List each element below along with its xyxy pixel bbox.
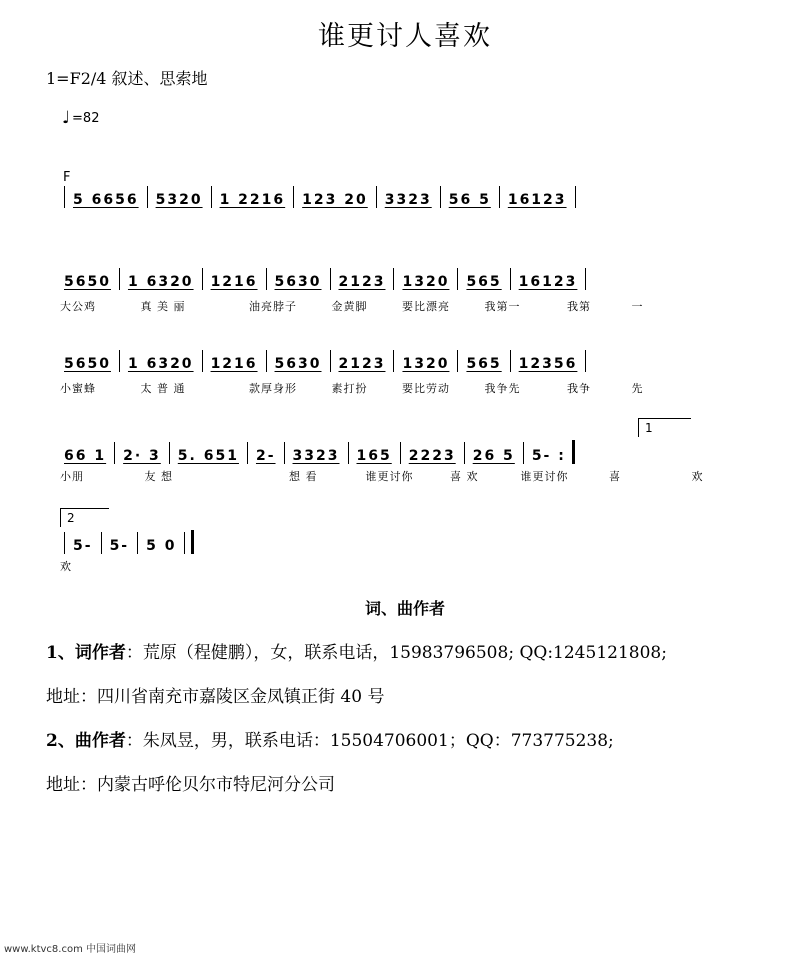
measure: 3323 [292,448,340,464]
volta-bracket-1: 1 [638,418,691,437]
measure: 3323 [384,192,432,208]
lyricist-text: ：荒原（程健鹏），女，联系电话，15983796508; QQ:1245121808; [125,643,667,663]
score-row-4 [60,440,575,464]
barline [585,350,586,372]
lyric: 友 想 [144,470,173,483]
lyricist-line [46,638,667,663]
barline [119,350,120,372]
measure: 5320 [155,192,203,208]
barline [266,350,267,372]
lyric: 我争先 [484,382,521,395]
lyric: 款厚身形 [249,382,297,395]
lyric: 大公鸡 [60,300,96,313]
lyric: 小朋 [60,470,84,483]
song-title: 谁更讨人喜欢 [318,21,492,52]
lyric: 真 美 丽 [140,300,186,313]
barline [247,442,248,464]
measure: 565 [466,274,502,290]
measure: 16123 [507,192,567,208]
volta-bracket-2: 2 [60,508,109,527]
barline [137,532,138,554]
barline [330,268,331,290]
barline [184,532,185,554]
measure: 1 6320 [127,274,194,290]
measure: 26 5 [472,448,515,464]
repeat-barline [572,440,575,464]
measure: 56 5 [448,192,491,208]
measure: 1320 [402,274,450,290]
lyric: 喜 欢 [450,470,479,483]
barline [64,186,65,208]
measure: 66 1 [64,448,107,464]
lyric: 欢 [60,560,72,573]
barline [293,186,294,208]
lyrics-row-5 [60,558,72,574]
lyric: 谁更讨你 [520,470,569,483]
lyric: 一 [631,300,644,313]
barline [510,350,511,372]
barline [376,186,377,208]
lyric: 油亮脖子 [249,300,297,313]
barline [284,442,285,464]
measure: 5- : [531,448,566,464]
lyric: 谁更讨你 [365,470,414,483]
measure: 5630 [274,356,322,372]
lyricist-label: 1、词作者 [46,643,126,663]
measure: 16123 [518,274,578,290]
measure: 1 6320 [127,356,194,372]
barline [440,186,441,208]
measure: 5- [73,538,93,554]
site-footer: www.ktvc8.com 中国词曲网 [4,944,137,955]
measure: 165 [356,448,392,464]
barline [400,442,401,464]
quarter-note-icon: ♩ [62,108,71,128]
measure: 1216 [210,356,258,372]
measure: 5650 [64,356,111,372]
measure: 1 2216 [219,192,286,208]
barline [119,268,120,290]
barline [169,442,170,464]
measure: 2123 [338,356,386,372]
lyric: 先 [631,382,644,395]
measure: 5 0 [146,538,177,554]
lyric: 喜 [609,470,621,483]
lyric: 要比漂亮 [402,300,450,313]
barline [266,268,267,290]
measure: 2- [255,448,276,464]
lyric: 欢 [691,470,704,483]
lyric: 想 看 [289,470,318,483]
lyric: 要比劳动 [402,382,450,395]
tempo-marking [62,110,99,127]
barline [393,268,394,290]
barline [101,532,102,554]
score-row-1 [60,186,580,208]
section-title: 词、曲作者 [364,599,445,618]
barline [211,186,212,208]
lyrics-row-3 [60,380,644,396]
composer-address: 地址：内蒙古呼伦贝尔市特尼河分公司 [46,775,335,795]
barline [575,186,576,208]
barline [499,186,500,208]
lyric: 我第一 [484,300,521,313]
measure: 5630 [274,274,322,290]
composer-text: ：朱凤昱，男，联系电话：15504706001；QQ：773775238; [125,731,614,751]
measure: 2· 3 [123,448,161,464]
measure: 123 20 [302,192,368,208]
score-row-3 [60,350,590,372]
chord-symbol: F [63,170,71,185]
barline [330,350,331,372]
lyricist-address: 地址：四川省南充市嘉陵区金凤镇正街 40 号 [46,687,385,707]
barline [64,532,65,554]
lyric: 金黄脚 [331,300,368,313]
barline [147,186,148,208]
score-row-2 [60,268,590,290]
lyrics-row-2 [60,298,644,314]
lyrics-row-4 [60,468,704,484]
measure: 1320 [402,356,450,372]
measure: 1216 [210,274,258,290]
barline [348,442,349,464]
key-signature-line: 1=F2/4 叙述、思索地 [46,69,208,88]
lyric: 小蜜蜂 [60,382,96,395]
barline [114,442,115,464]
barline [510,268,511,290]
measure: 12356 [518,356,578,372]
measure: 2123 [338,274,386,290]
barline [202,350,203,372]
lyric: 太 普 通 [140,382,186,395]
barline [523,442,524,464]
final-barline [191,530,194,554]
lyric: 素打扮 [331,382,368,395]
barline [202,268,203,290]
barline [457,350,458,372]
measure: 2223 [408,448,456,464]
barline [457,268,458,290]
composer-line [46,726,614,751]
lyric: 我争 [567,382,591,395]
composer-label: 2、曲作者 [46,731,126,751]
barline [464,442,465,464]
barline [585,268,586,290]
measure: 5- [109,538,130,554]
tempo-value: =82 [72,111,100,126]
score-row-5 [60,530,194,554]
measure: 5 6656 [73,192,139,208]
measure: 5650 [64,274,111,290]
barline [393,350,394,372]
measure: 5. 651 [177,448,239,464]
measure: 565 [466,356,502,372]
lyric: 我第 [567,300,591,313]
